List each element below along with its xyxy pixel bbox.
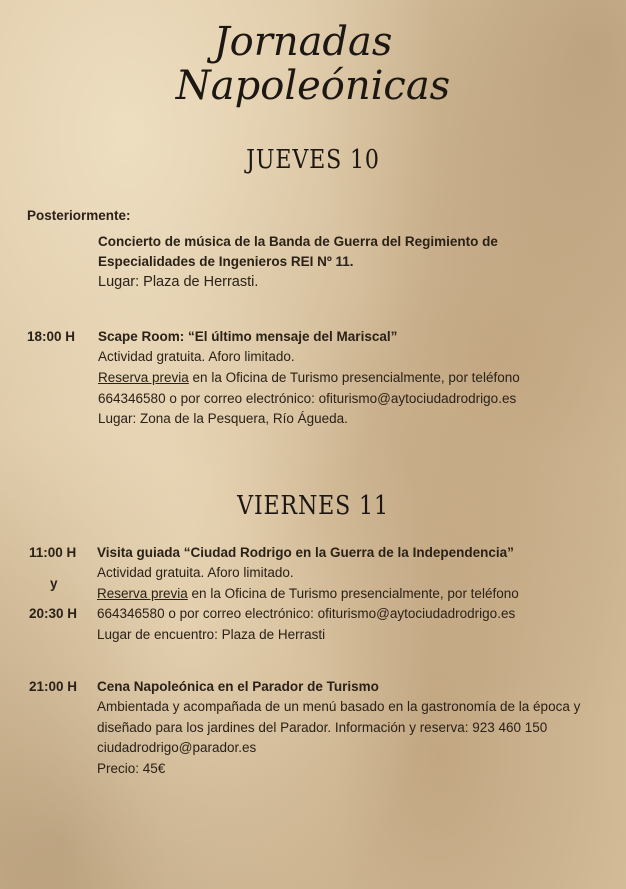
concierto-title-line-1: Concierto de música de la Banda de Guerra del Regimiento de bbox=[98, 234, 498, 249]
day-title-jueves: JUEVES 10 bbox=[246, 145, 380, 175]
cena-time: 21:00 H bbox=[29, 679, 78, 694]
visita-time-2: 20:30 H bbox=[29, 606, 78, 621]
scape-info: Actividad gratuita. Aforo limitado. bbox=[98, 349, 295, 364]
visita-lugar: Lugar de encuentro: Plaza de Herrasti bbox=[97, 627, 326, 642]
visita-contact: 664346580 o por correo electrónico: ofiturismo@aytociudadrodrigo.es bbox=[97, 606, 516, 621]
posteriormente-label: Posteriormente: bbox=[27, 208, 131, 223]
cena-precio: Precio: 45€ bbox=[97, 761, 166, 776]
visita-info: Actividad gratuita. Aforo limitado. bbox=[97, 565, 294, 580]
cena-title: Cena Napoleónica en el Parador de Turismo bbox=[97, 679, 379, 694]
scape-reserva-line bbox=[98, 368, 520, 389]
visita-reserva-link[interactable]: Reserva previa bbox=[97, 586, 188, 601]
scape-time: 18:00 H bbox=[27, 329, 76, 344]
visita-y: y bbox=[50, 576, 58, 591]
concierto-lugar: Lugar: Plaza de Herrasti. bbox=[98, 274, 259, 290]
scape-title: Scape Room: “El último mensaje del Mariscal” bbox=[98, 329, 398, 344]
cena-line-1: Ambientada y acompañada de un menú basado en la gastronomía de la época y bbox=[97, 699, 581, 714]
scape-lugar: Lugar: Zona de la Pesquera, Río Águeda. bbox=[98, 411, 348, 426]
title-line-2: Napoleónicas bbox=[175, 63, 451, 109]
visita-time-1: 11:00 H bbox=[29, 545, 77, 560]
scape-contact: 664346580 o por correo electrónico: ofiturismo@aytociudadrodrigo.es bbox=[98, 391, 517, 406]
day-title-viernes: VIERNES 11 bbox=[237, 491, 389, 521]
cena-line-3: ciudadrodrigo@parador.es bbox=[97, 740, 257, 755]
concierto-title-line-2: Especialidades de Ingenieros REI Nº 11. bbox=[98, 254, 354, 269]
visita-reserva-rest: en la Oficina de Turismo presencialmente, por teléfono bbox=[187, 586, 519, 601]
visita-reserva-line bbox=[97, 584, 519, 605]
cena-line-2: diseñado para los jardines del Parador. Información y reserva: 923 460 150 bbox=[97, 720, 548, 735]
scape-reserva-link[interactable]: Reserva previa bbox=[98, 370, 189, 385]
scape-reserva-rest: en la Oficina de Turismo presencialmente, por teléfono bbox=[188, 370, 520, 385]
title-line-1: Jornadas bbox=[213, 19, 393, 65]
visita-title: Visita guiada “Ciudad Rodrigo en la Guerra de la Independencia” bbox=[97, 545, 514, 560]
